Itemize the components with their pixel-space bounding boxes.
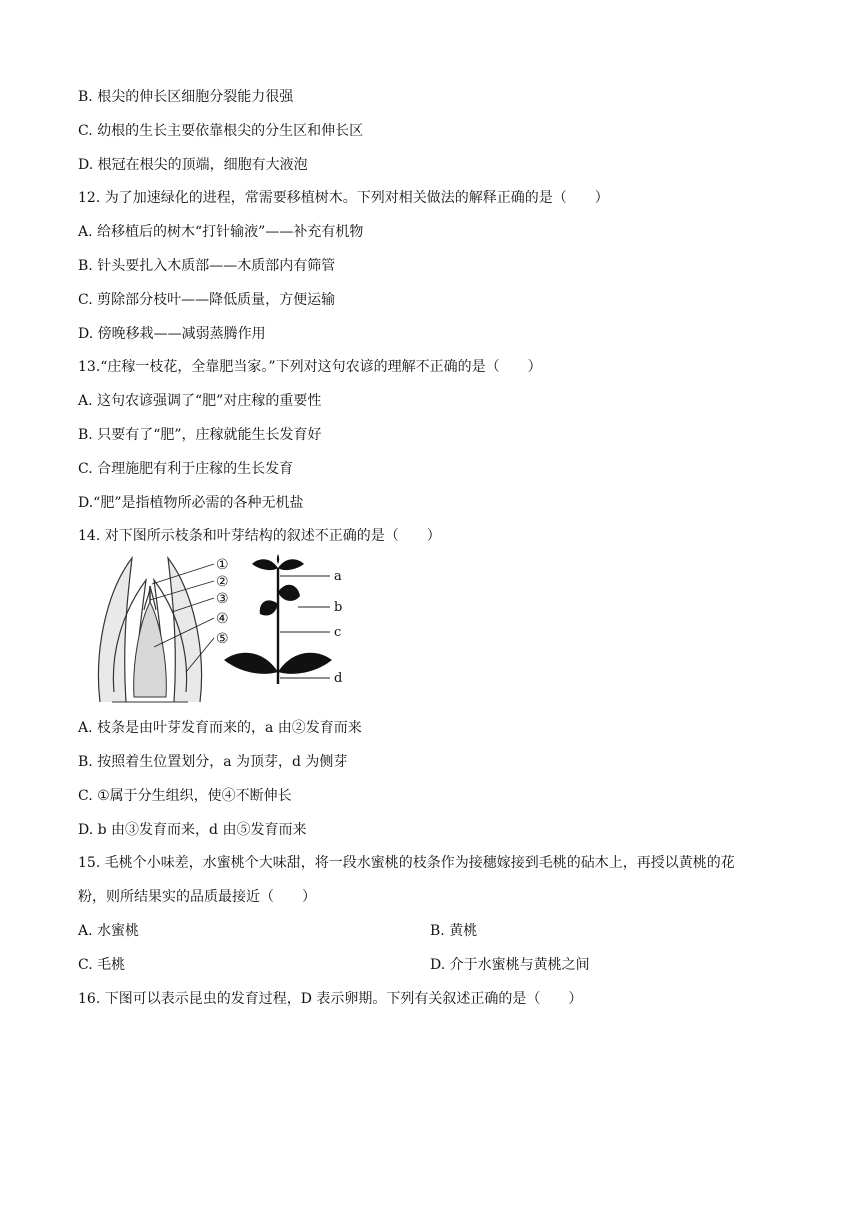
bud-label-5: ⑤ <box>216 631 229 647</box>
bud-and-branch-figure <box>92 552 362 710</box>
option-12a: A. 给移植后的树木“打针输液”——补充有机物 <box>78 224 364 240</box>
option-12b: B. 针头要扎入木质部——木质部内有筛管 <box>78 258 336 274</box>
option-13c: C. 合理施肥有利于庄稼的生长发育 <box>78 461 294 477</box>
bud-label-4: ④ <box>216 611 229 627</box>
branch-label-a: a <box>334 569 342 584</box>
question-15-line-2: 粉，则所结果实的品质最接近（ ） <box>78 889 316 905</box>
option-14b: B. 按照着生位置划分，a 为顶芽，d 为侧芽 <box>78 754 348 770</box>
leaf-bud-diagram <box>98 558 201 702</box>
branch-diagram <box>224 554 332 684</box>
question-13: 13.“庄稼一枝花，全靠肥当家。”下列对这句农谚的理解不正确的是（ ） <box>78 359 542 375</box>
question-16: 16. 下图可以表示昆虫的发育过程，D 表示卵期。下列有关叙述正确的是（ ） <box>78 991 583 1007</box>
option-12d: D. 傍晚移栽——减弱蒸腾作用 <box>78 326 266 342</box>
option-15b: B. 黄桃 <box>430 923 478 939</box>
bud-label-2: ② <box>216 574 229 590</box>
option-14d: D. b 由③发育而来，d 由⑤发育而来 <box>78 822 307 838</box>
option-13d: D.“肥”是指植物所必需的各种无机盐 <box>78 495 304 511</box>
branch-label-b: b <box>334 600 343 615</box>
question-14: 14. 对下图所示枝条和叶芽结构的叙述不正确的是（ ） <box>78 528 441 544</box>
option-14a: A. 枝条是由叶芽发育而来的，a 由②发育而来 <box>78 720 362 736</box>
option-12c: C. 剪除部分枝叶——降低质量，方便运输 <box>78 292 336 308</box>
question-15-line-1: 15. 毛桃个小味差，水蜜桃个大味甜，将一段水蜜桃的枝条作为接穗嫁接到毛桃的砧木上，再授以黄桃的花 <box>78 855 735 871</box>
option-13b: B. 只要有了“肥”，庄稼就能生长发育好 <box>78 427 322 443</box>
option-15c: C. 毛桃 <box>78 957 126 973</box>
bud-label-1: ① <box>216 557 229 573</box>
question-12: 12. 为了加速绿化的进程，常需要移植树木。下列对相关做法的解释正确的是（ ） <box>78 190 609 206</box>
option-11d: D. 根冠在根尖的顶端，细胞有大液泡 <box>78 157 308 173</box>
branch-label-d: d <box>334 671 343 686</box>
branch-label-c: c <box>334 625 342 640</box>
option-14c: C. ①属于分生组织，使④不断伸长 <box>78 788 292 804</box>
bud-label-3: ③ <box>216 591 229 607</box>
option-11b: B. 根尖的伸长区细胞分裂能力很强 <box>78 89 294 105</box>
option-15d: D. 介于水蜜桃与黄桃之间 <box>430 957 590 973</box>
option-13a: A. 这句农谚强调了“肥”对庄稼的重要性 <box>78 393 322 409</box>
option-15a: A. 水蜜桃 <box>78 923 140 939</box>
option-11c: C. 幼根的生长主要依靠根尖的分生区和伸长区 <box>78 123 364 139</box>
